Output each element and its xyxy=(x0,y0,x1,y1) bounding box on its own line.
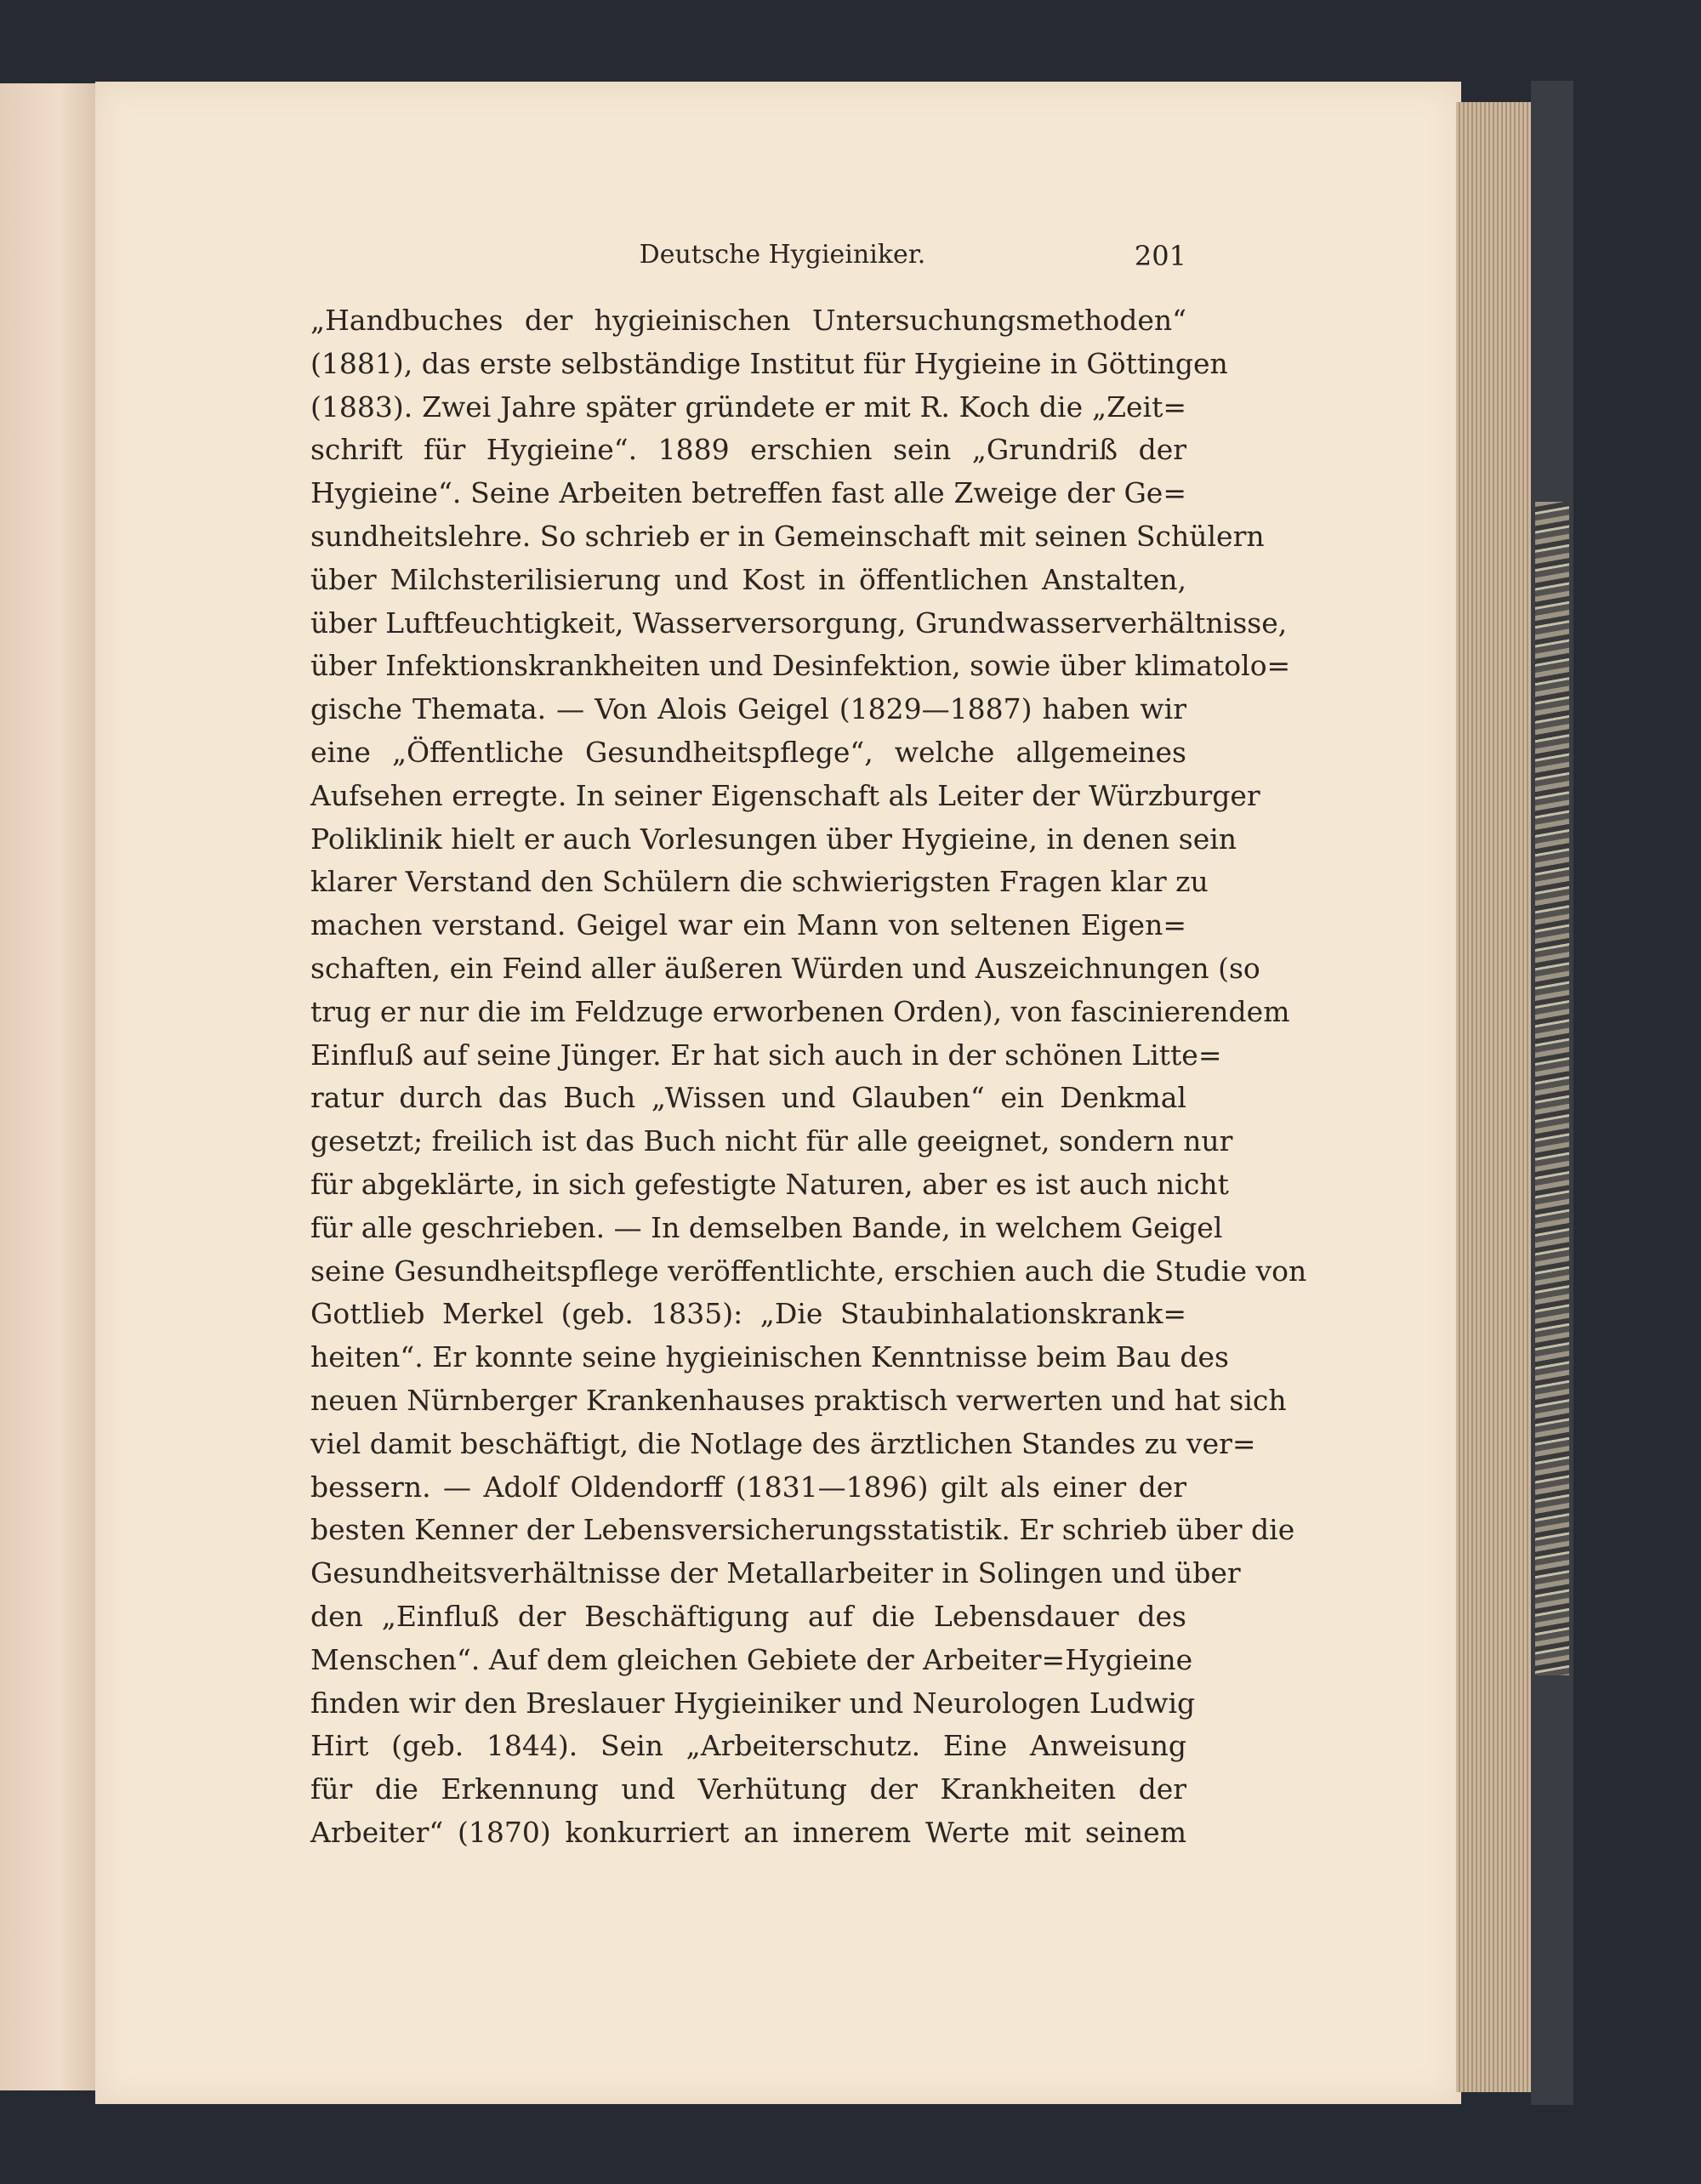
text-line: sundheitslehre. So schrieb er in Gemeinschaft mit seinen Schülern xyxy=(310,519,1265,553)
text-line: schrift für Hygieine“. 1889 erschien sein „Grundriß der xyxy=(310,433,1186,467)
text-line: „Handbuches der hygieinischen Untersuchungsmethoden“ xyxy=(310,304,1186,337)
text-line: schaften, ein Feind aller äußeren Würden und Auszeichnungen (so xyxy=(310,951,1260,985)
text-line: bessern. — Adolf Oldendorff (1831—1896) gilt als einer der xyxy=(310,1470,1186,1504)
text-line: Aufsehen erregte. In seiner Eigenschaft als Leiter der Würzburger xyxy=(310,778,1260,812)
text-line: Hygieine“. Seine Arbeiten betreffen fast alle Zweige der Ge= xyxy=(310,476,1186,510)
text-line: (1881), das erste selbständige Institut für Hygieine in Göttingen xyxy=(310,346,1228,380)
text-line: über Infektionskrankheiten und Desinfektion, sowie über klimatolo= xyxy=(310,649,1291,683)
text-line: für abgeklärte, in sich gefestigte Naturen, aber es ist auch nicht xyxy=(310,1167,1229,1201)
text-line: eine „Öffentliche Gesundheitspflege“, welche allgemeines xyxy=(310,735,1186,769)
text-line: den „Einfluß der Beschäftigung auf die Lebensdauer des xyxy=(310,1599,1186,1633)
text-line: klarer Verstand den Schülern die schwierigsten Fragen klar zu xyxy=(310,865,1209,899)
page-header xyxy=(310,240,1186,277)
body-text xyxy=(310,299,1307,1855)
text-line: viel damit beschäftigt, die Notlage des ärztlichen Standes zu ver= xyxy=(310,1426,1256,1460)
text-line: für alle geschrieben. — In demselben Bande, in welchem Geigel xyxy=(310,1210,1223,1244)
text-line: für die Erkennung und Verhütung der Krankheiten der xyxy=(310,1772,1186,1806)
facing-page-edge xyxy=(0,83,100,2090)
text-line: heiten“. Er konnte seine hygieinischen Kenntnisse beim Bau des xyxy=(310,1340,1229,1374)
text-line: Poliklinik hielt er auch Vorlesungen über Hygieine, in denen sein xyxy=(310,822,1237,856)
marbled-cover-edge xyxy=(1535,502,1569,1675)
text-line: Menschen“. Auf dem gleichen Gebiete der Arbeiter=Hygieine xyxy=(310,1642,1193,1676)
text-line: ratur durch das Buch „Wissen und Glauben“ ein Denkmal xyxy=(310,1081,1186,1115)
text-line: Arbeiter“ (1870) konkurriert an innerem Werte mit seinem xyxy=(310,1815,1186,1849)
text-line: seine Gesundheitspflege veröffentlichte, erschien auch die Studie von xyxy=(310,1254,1307,1288)
text-line: trug er nur die im Feldzuge erworbenen Orden), von fascinierendem xyxy=(310,994,1290,1028)
text-line: gische Themata. — Von Alois Geigel (1829—1887) haben wir xyxy=(310,692,1186,726)
text-line: über Luftfeuchtigkeit, Wasserversorgung, Grundwasserverhältnisse, xyxy=(310,606,1288,640)
text-line: (1883). Zwei Jahre später gründete er mit R. Koch die „Zeit= xyxy=(310,390,1186,424)
text-line: über Milchsterilisierung und Kost in öffentlichen Anstalten, xyxy=(310,562,1186,596)
page-block-edge xyxy=(1456,102,1533,2092)
text-line: Gottlieb Merkel (geb. 1835): „Die Staubinhalationskrank= xyxy=(310,1297,1186,1331)
text-line: finden wir den Breslauer Hygieiniker und Neurologen Ludwig xyxy=(310,1686,1196,1720)
text-line: Hirt (geb. 1844). Sein „Arbeiterschutz. Eine Anweisung xyxy=(310,1729,1186,1763)
text-line: Einfluß auf seine Jünger. Er hat sich auch in der schönen Litte= xyxy=(310,1038,1222,1072)
text-line: Gesundheitsverhältnisse der Metallarbeiter in Solingen und über xyxy=(310,1556,1241,1590)
running-head: Deutsche Hygieiniker. xyxy=(639,240,926,270)
text-line: machen verstand. Geigel war ein Mann von seltenen Eigen= xyxy=(310,908,1186,942)
text-line: gesetzt; freilich ist das Buch nicht für alle geeignet, sondern nur xyxy=(310,1124,1233,1158)
text-line: neuen Nürnberger Krankenhauses praktisch verwerten und hat sich xyxy=(310,1383,1287,1417)
page-number: 201 xyxy=(1134,240,1186,272)
text-line: besten Kenner der Lebensversicherungsstatistik. Er schrieb über die xyxy=(310,1513,1295,1547)
